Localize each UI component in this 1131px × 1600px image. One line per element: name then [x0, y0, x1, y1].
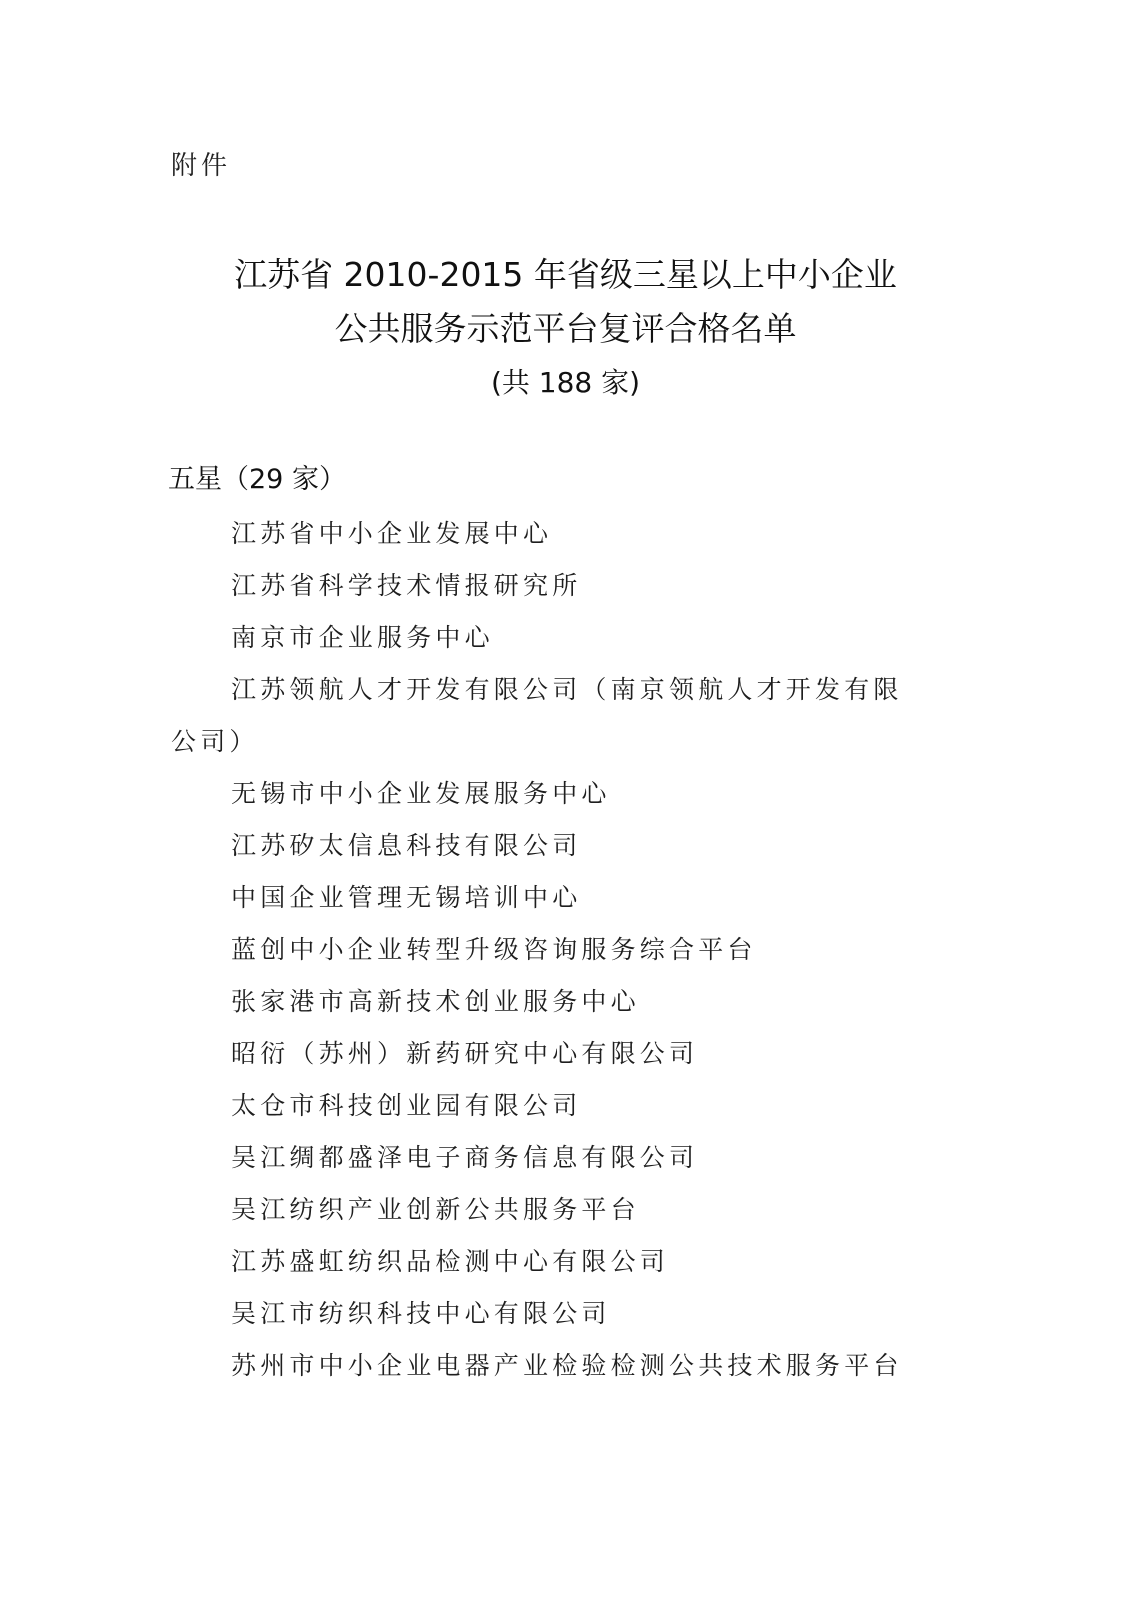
list-item: 江苏领航人才开发有限公司（南京领航人才开发有限公司） [171, 675, 903, 756]
list-item: 吴江市纺织科技中心有限公司 [231, 1299, 611, 1328]
list-item: 江苏矽太信息科技有限公司 [231, 831, 582, 860]
title-line-2: 公共服务示范平台复评合格名单 [334, 309, 797, 348]
list-item: 无锡市中小企业发展服务中心 [231, 779, 611, 808]
list-item: 昭衍（苏州）新药研究中心有限公司 [231, 1039, 699, 1068]
list-item: 南京市企业服务中心 [231, 623, 494, 652]
list-item: 江苏省科学技术情报研究所 [231, 571, 582, 600]
list-item: 张家港市高新技术创业服务中心 [231, 987, 640, 1016]
list-item: 江苏省中小企业发展中心 [231, 519, 553, 548]
list-item: 太仓市科技创业园有限公司 [231, 1091, 582, 1120]
list-item: 中国企业管理无锡培训中心 [231, 883, 582, 912]
entry-list [171, 508, 931, 1392]
list-item: 吴江绸都盛泽电子商务信息有限公司 [231, 1143, 699, 1172]
subtitle-count: (共 188 家) [490, 366, 641, 399]
title-line-1: 江苏省 2010-2015 年省级三星以上中小企业 [234, 255, 897, 294]
attachment-label: 附件 [171, 151, 232, 181]
list-item: 江苏盛虹纺织品检测中心有限公司 [231, 1247, 670, 1276]
title-block [0, 248, 1131, 408]
list-item: 吴江纺织产业创新公共服务平台 [231, 1195, 640, 1224]
section-heading-five-star: 五星（29 家） [168, 464, 346, 495]
list-item: 蓝创中小企业转型升级咨询服务综合平台 [231, 935, 757, 964]
list-item: 苏州市中小企业电器产业检验检测公共技术服务平台 [231, 1351, 903, 1380]
